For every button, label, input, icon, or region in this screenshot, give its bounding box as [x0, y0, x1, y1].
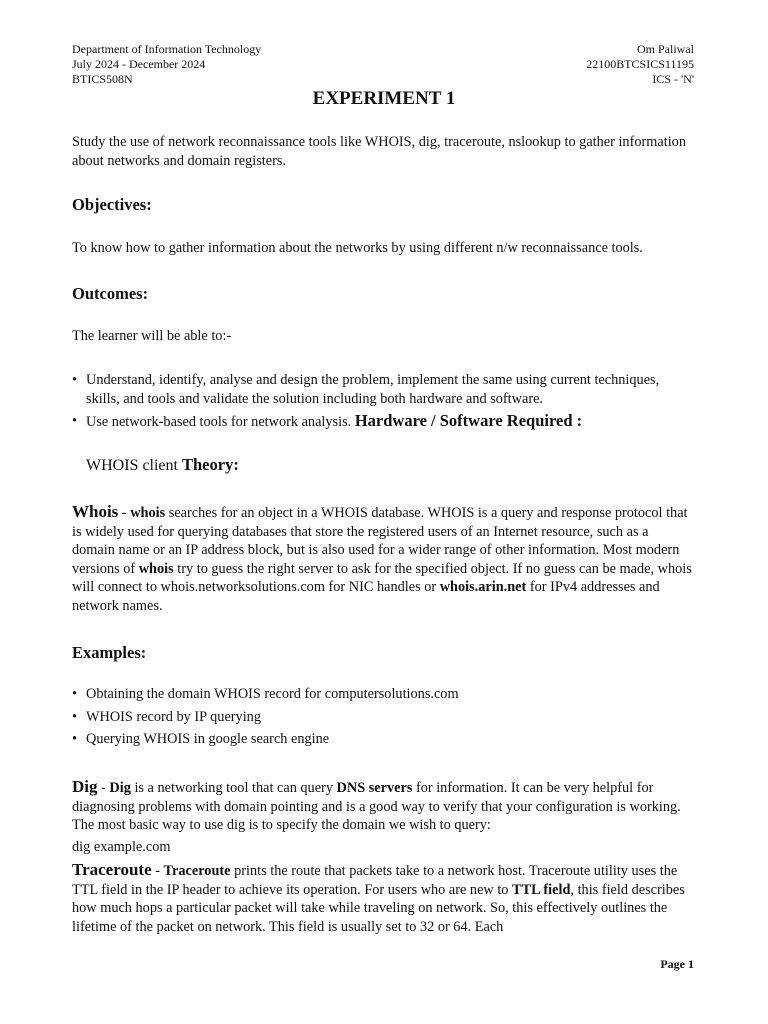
separator: - — [97, 780, 110, 796]
dns-bold: DNS servers — [336, 780, 413, 796]
dig-text-2: for information. It can be very helpful for diagnosing problems with domain pointing and is a good way to verify that your configuration is working. The most basic way to use dig is to specify the domain we wish to query: — [72, 780, 681, 834]
outcomes-list — [72, 371, 694, 432]
whois-text-3: for IPv4 addresses and network names. — [72, 579, 660, 614]
dig-text-1: is a networking tool that can query — [130, 780, 337, 796]
objectives-heading: Objectives: — [72, 195, 152, 214]
dig-term-small: Dig — [109, 780, 131, 796]
traceroute-term-small: Traceroute — [163, 863, 231, 879]
whois-term-small: whois — [130, 505, 166, 521]
department: Department of Information Technology — [72, 42, 262, 56]
whois-term: Whois — [72, 502, 119, 521]
page-number: Page 1 — [660, 957, 694, 971]
separator: - — [118, 505, 131, 521]
outcomes-intro: The learner will be able to:- — [72, 328, 232, 344]
traceroute-paragraph — [72, 861, 694, 936]
enrollment-number: 22100BTCSICS11195 — [586, 57, 694, 71]
whois-client-text: WHOIS client — [86, 457, 178, 474]
outcomes-heading: Outcomes: — [72, 284, 149, 303]
header-right — [586, 42, 694, 87]
list-item: • Obtaining the domain WHOIS record for computersolutions.com — [72, 685, 694, 704]
ttl-bold: TTL field — [512, 881, 571, 898]
theory-heading: Theory: — [181, 455, 239, 474]
list-item — [72, 412, 694, 432]
traceroute-term: Traceroute — [72, 860, 152, 879]
header-left — [72, 42, 261, 87]
traceroute-text-1: prints the route that packets take to a network host. Traceroute utility uses the TTL field in the IP header to achieve its operation. For users who are new to — [72, 863, 678, 898]
objectives-text: To know how to gather information about the networks by using different n/w reconnaissance tools. — [72, 240, 643, 256]
examples-heading: Examples: — [72, 643, 147, 662]
section: ICS - 'N' — [652, 72, 694, 86]
list-item: • Querying WHOIS in google search engine — [72, 730, 694, 749]
arin-bold: whois.arin.net — [439, 579, 527, 596]
traceroute-text-2: , this field describes how much hops a particular packet will take while traveling on network. So, this effectively outlines the lifetime of the packet on network. This field is usually set to 32 or 64. Each — [72, 881, 685, 935]
dig-term: Dig — [72, 777, 98, 796]
page-title: EXPERIMENT 1 — [312, 88, 456, 109]
list-item: • WHOIS record by IP querying — [72, 708, 694, 727]
whois-text-1: searches for an object in a WHOIS database. WHOIS is a query and response protocol that is widely used for querying databases that store the registered users of an Internet resource, such as a domain name or an IP address block, but is also used for a wider range of other information. Most modern versions of — [72, 505, 688, 577]
list-item-text: Use network-based tools for network analysis. — [86, 414, 352, 431]
aim-paragraph: Study the use of network reconnaissance tools like WHOIS, dig, traceroute, nslookup to gather information about networks and domain registers. — [72, 134, 686, 169]
separator: - — [151, 863, 164, 879]
whois-paragraph — [72, 503, 694, 616]
course-code: BTICS508N — [72, 72, 133, 86]
hardware-software-heading: Hardware / Software Required : — [354, 411, 583, 431]
semester: July 2024 - December 2024 — [72, 57, 206, 71]
student-name: Om Paliwal — [637, 42, 694, 56]
examples-list — [72, 685, 694, 749]
whois-bold: whois — [138, 560, 174, 577]
dig-paragraph — [72, 778, 694, 835]
whois-text-2: try to guess the right server to ask for the specified object. If no guess can be made, whois will connect to whois.networksolutions.com for NIC handles or — [72, 560, 692, 596]
dig-command: dig example.com — [72, 839, 171, 855]
list-item: • Understand, identify, analyse and design the problem, implement the same using current techniques, skills, and tools and validate the solution including both hardware and software. — [72, 371, 694, 408]
whois-client-line — [86, 456, 708, 476]
